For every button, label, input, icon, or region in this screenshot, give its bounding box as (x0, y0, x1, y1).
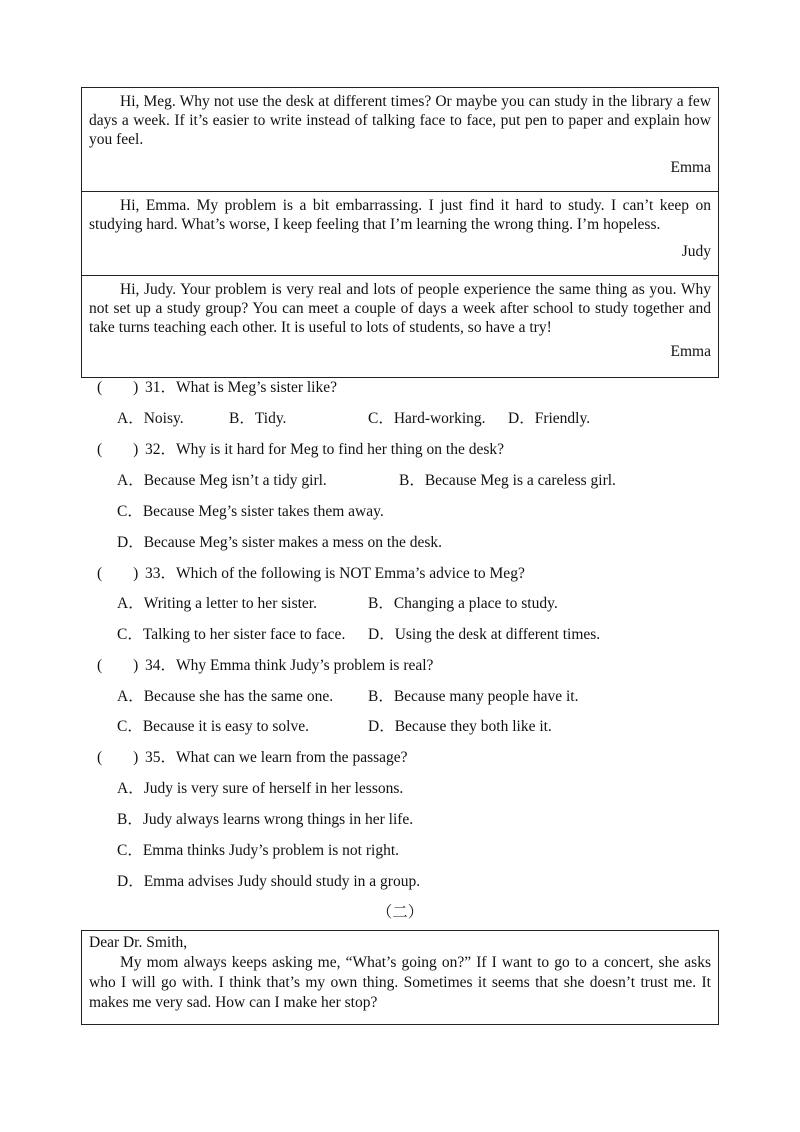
letter-emma-to-judy (82, 275, 718, 377)
option-a: A．Writing a letter to her sister. (117, 595, 317, 612)
letter-text: Hi, Meg. Why not use the desk at different times? Or maybe you can study in the library a few days a week. If it’s easier to write instead of talking face to face, put pen to paper and explain how you feel. (89, 93, 711, 148)
question-34 (97, 656, 433, 676)
option-a: A．Because she has the same one. (117, 688, 334, 705)
letter-text: Hi, Emma. My problem is a bit embarrassing. I just find it hard to study. I can’t keep on studying hard. What’s worse, I keep feeling that I’m learning the wrong thing. I’m hopeless. (89, 197, 711, 233)
answer-blank[interactable]: ( ) (97, 565, 139, 582)
option-d: D．Because they both like it. (368, 718, 552, 735)
letter-body: My mom always keeps asking me, “What’s going on?” If I want to go to a concert, she asks who I will go with. I think that’s my own thing. Sometimes it seems that she doesn’t trust me. It makes me very sad. How can I make her stop? (89, 954, 711, 1011)
question-31 (97, 378, 337, 398)
letters-table (81, 87, 719, 378)
option-b: B．Because many people have it. (368, 688, 579, 705)
answer-blank[interactable]: ( ) (97, 657, 139, 674)
question-stem: 33．Which of the following is NOT Emma’s advice to Meg? (145, 565, 525, 582)
option-a: A．Noisy. (117, 410, 184, 427)
letter-emma-to-meg (82, 88, 718, 191)
option-d: D．Using the desk at different times. (368, 626, 601, 643)
letter-signature: Judy (681, 243, 711, 260)
option-c: C．Because Meg’s sister takes them away. (117, 503, 384, 520)
option-b: B．Judy always learns wrong things in her life. (117, 811, 414, 828)
question-stem: 35．What can we learn from the passage? (145, 749, 408, 766)
answer-blank[interactable]: ( ) (97, 749, 139, 766)
option-c: C．Emma thinks Judy’s problem is not right. (117, 842, 400, 859)
option-d: D．Because Meg’s sister makes a mess on the desk. (117, 534, 443, 551)
option-c: C．Because it is easy to solve. (117, 718, 309, 735)
question-32 (97, 440, 504, 460)
letter-greeting: Dear Dr. Smith, (89, 934, 188, 951)
option-c: C．Hard-working. (368, 410, 486, 427)
answer-blank[interactable]: ( ) (97, 441, 139, 458)
question-stem: 31．What is Meg’s sister like? (145, 379, 337, 396)
answer-blank[interactable]: ( ) (97, 379, 139, 396)
letter-judy-to-emma (82, 191, 718, 275)
option-b: B．Changing a place to study. (368, 595, 558, 612)
question-33 (97, 564, 525, 584)
option-d: D．Friendly. (508, 410, 591, 427)
letter-text: Hi, Judy. Your problem is very real and lots of people experience the same thing as you. Why not set up a study group? You can meet a couple of days a week after school to study together and take turns teaching each other. It is useful to lots of students, so have a try! (89, 281, 711, 336)
letter-signature: Emma (670, 343, 711, 360)
section-heading: （二） (376, 904, 424, 921)
option-b: B．Because Meg is a careless girl. (399, 472, 616, 489)
option-b: B．Tidy. (229, 410, 287, 427)
option-a: A．Because Meg isn’t a tidy girl. (117, 472, 327, 489)
question-35 (97, 748, 408, 768)
question-stem: 32．Why is it hard for Meg to find her thing on the desk? (145, 441, 505, 458)
letter-to-dr-smith (81, 930, 719, 1025)
option-a: A．Judy is very sure of herself in her lessons. (117, 780, 404, 797)
letter-signature: Emma (670, 159, 711, 176)
question-stem: 34．Why Emma think Judy’s problem is real? (145, 657, 434, 674)
option-c: C．Talking to her sister face to face. (117, 626, 346, 643)
option-d: D．Emma advises Judy should study in a group. (117, 873, 421, 890)
